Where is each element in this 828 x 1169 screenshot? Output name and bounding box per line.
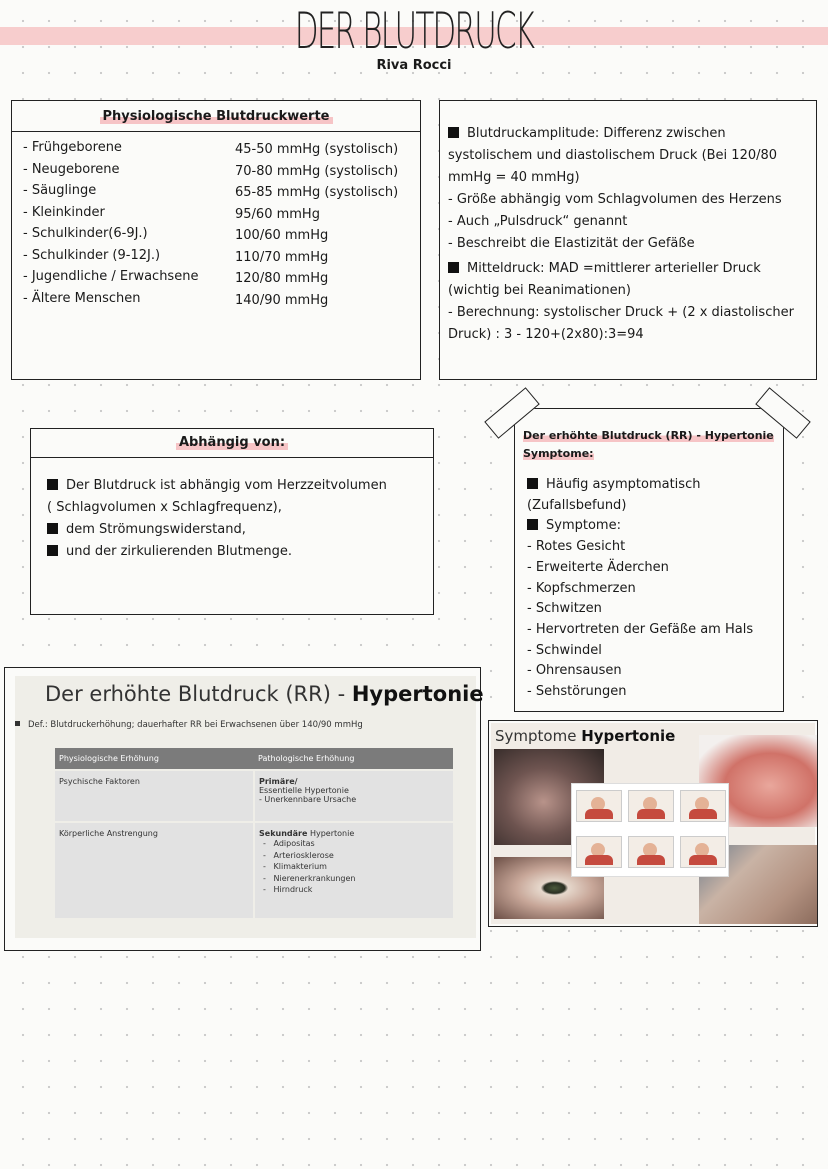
- physio-row-label: - Neugeborene: [23, 161, 120, 177]
- physio-row-label: - Schulkinder(6-9J.): [23, 226, 148, 241]
- symptom-illustrations: [571, 783, 729, 877]
- physio-values-box: [11, 100, 421, 380]
- page-title: DER BLUTDRUCK: [294, 2, 534, 60]
- table-row: Körperliche Anstrengung Sekundäre Hypertonie - Adipositas - Arteriosklerose - Klimakterium - Nierenerkrankungen - Hirndruck: [55, 822, 453, 918]
- physio-row-value: 95/60 mmHg: [235, 206, 320, 222]
- physio-row-value: 45-50 mmHg (systolisch): [235, 142, 399, 157]
- physio-row-value: 120/80 mmHg: [235, 271, 329, 286]
- dependency-text: Der Blutdruck ist abhängig vom Herzzeitvolumen ( Schlagvolumen x Schlagfrequenz), dem Strömungswiderstand, und der zirkulierenden Blutmenge.: [47, 478, 387, 559]
- physio-row-value: 65-85 mmHg (systolisch): [235, 185, 399, 200]
- slide-title: Der erhöhte Blutdruck (RR) - Hypertonie: [45, 682, 484, 706]
- physio-row-value: 100/60 mmHg: [235, 228, 329, 243]
- hypertension-subtitle: Symptome:: [523, 447, 594, 460]
- slide-frame: [4, 667, 484, 951]
- hypertension-box: [514, 408, 784, 712]
- page-subtitle: Riva Rocci: [376, 58, 452, 73]
- physio-row-label: - Jugendliche / Erwachsene: [23, 269, 199, 284]
- slide-definition: Def.: Blutdruckerhöhung; dauerhafter RR bei Erwachsenen über 140/90 mmHg: [15, 720, 363, 730]
- hypertension-title: Der erhöhte Blutdruck (RR) - Hypertonie: [523, 429, 774, 442]
- table-header: Physiologische Erhöhung: [55, 748, 254, 770]
- dependency-box: [30, 428, 434, 615]
- table-row: Psychische Faktoren Primäre/ Essentielle Hypertonie - Unerkennbare Ursache: [55, 770, 453, 822]
- physio-row-label: - Säuglinge: [23, 183, 97, 198]
- physio-row-value: 140/90 mmHg: [235, 292, 329, 308]
- table-header: Pathologische Erhöhung: [254, 748, 453, 770]
- physio-row-label: - Schulkinder (9-12J.): [23, 247, 161, 263]
- slide-table: [55, 748, 453, 918]
- physio-values-title: Physiologische Blutdruckwerte: [12, 109, 420, 124]
- hypertension-list: Häufig asymptomatisch (Zufallsbefund) Symptome: - Rotes Gesicht - Erweiterte Äderchen - Kopfschmerzen - Schwitzen - Hervortreten der Gefäße am Hals - Schwindel - Ohrensausen - Sehstörungen: [527, 477, 754, 700]
- physio-row-value: 70-80 mmHg (systolisch): [235, 163, 399, 179]
- physio-row-label: - Frühgeborene: [23, 140, 122, 155]
- physio-row-label: - Kleinkinder: [23, 204, 105, 220]
- physio-row-label: - Ältere Menschen: [23, 290, 141, 306]
- physio-row-value: 110/70 mmHg: [235, 249, 329, 265]
- amplitude-text: Blutdruckamplitude: Differenz zwischen systolischem und diastolischem Druck (Bei 120/80 mmHg = 40 mmHg) - Größe abhängig vom Schlagvolumen des Herzens - Auch „Pulsdruck“ genannt - Beschreibt die Elastizität der Gefäße Mitteldruck: MAD =mittlerer arterieller Druck (wichtig bei Reanimationen) - Berechnung: systolischer Druck + (2 x diastolischer Druck) : 3 - 120+(2x80):3=94: [448, 126, 794, 342]
- amplitude-box: [439, 100, 817, 380]
- symptoms-image-frame: [488, 720, 818, 927]
- symptoms-image-title: Symptome Hypertonie: [495, 727, 676, 745]
- slide: [15, 676, 484, 938]
- dependency-title: Abhängig von:: [31, 435, 433, 450]
